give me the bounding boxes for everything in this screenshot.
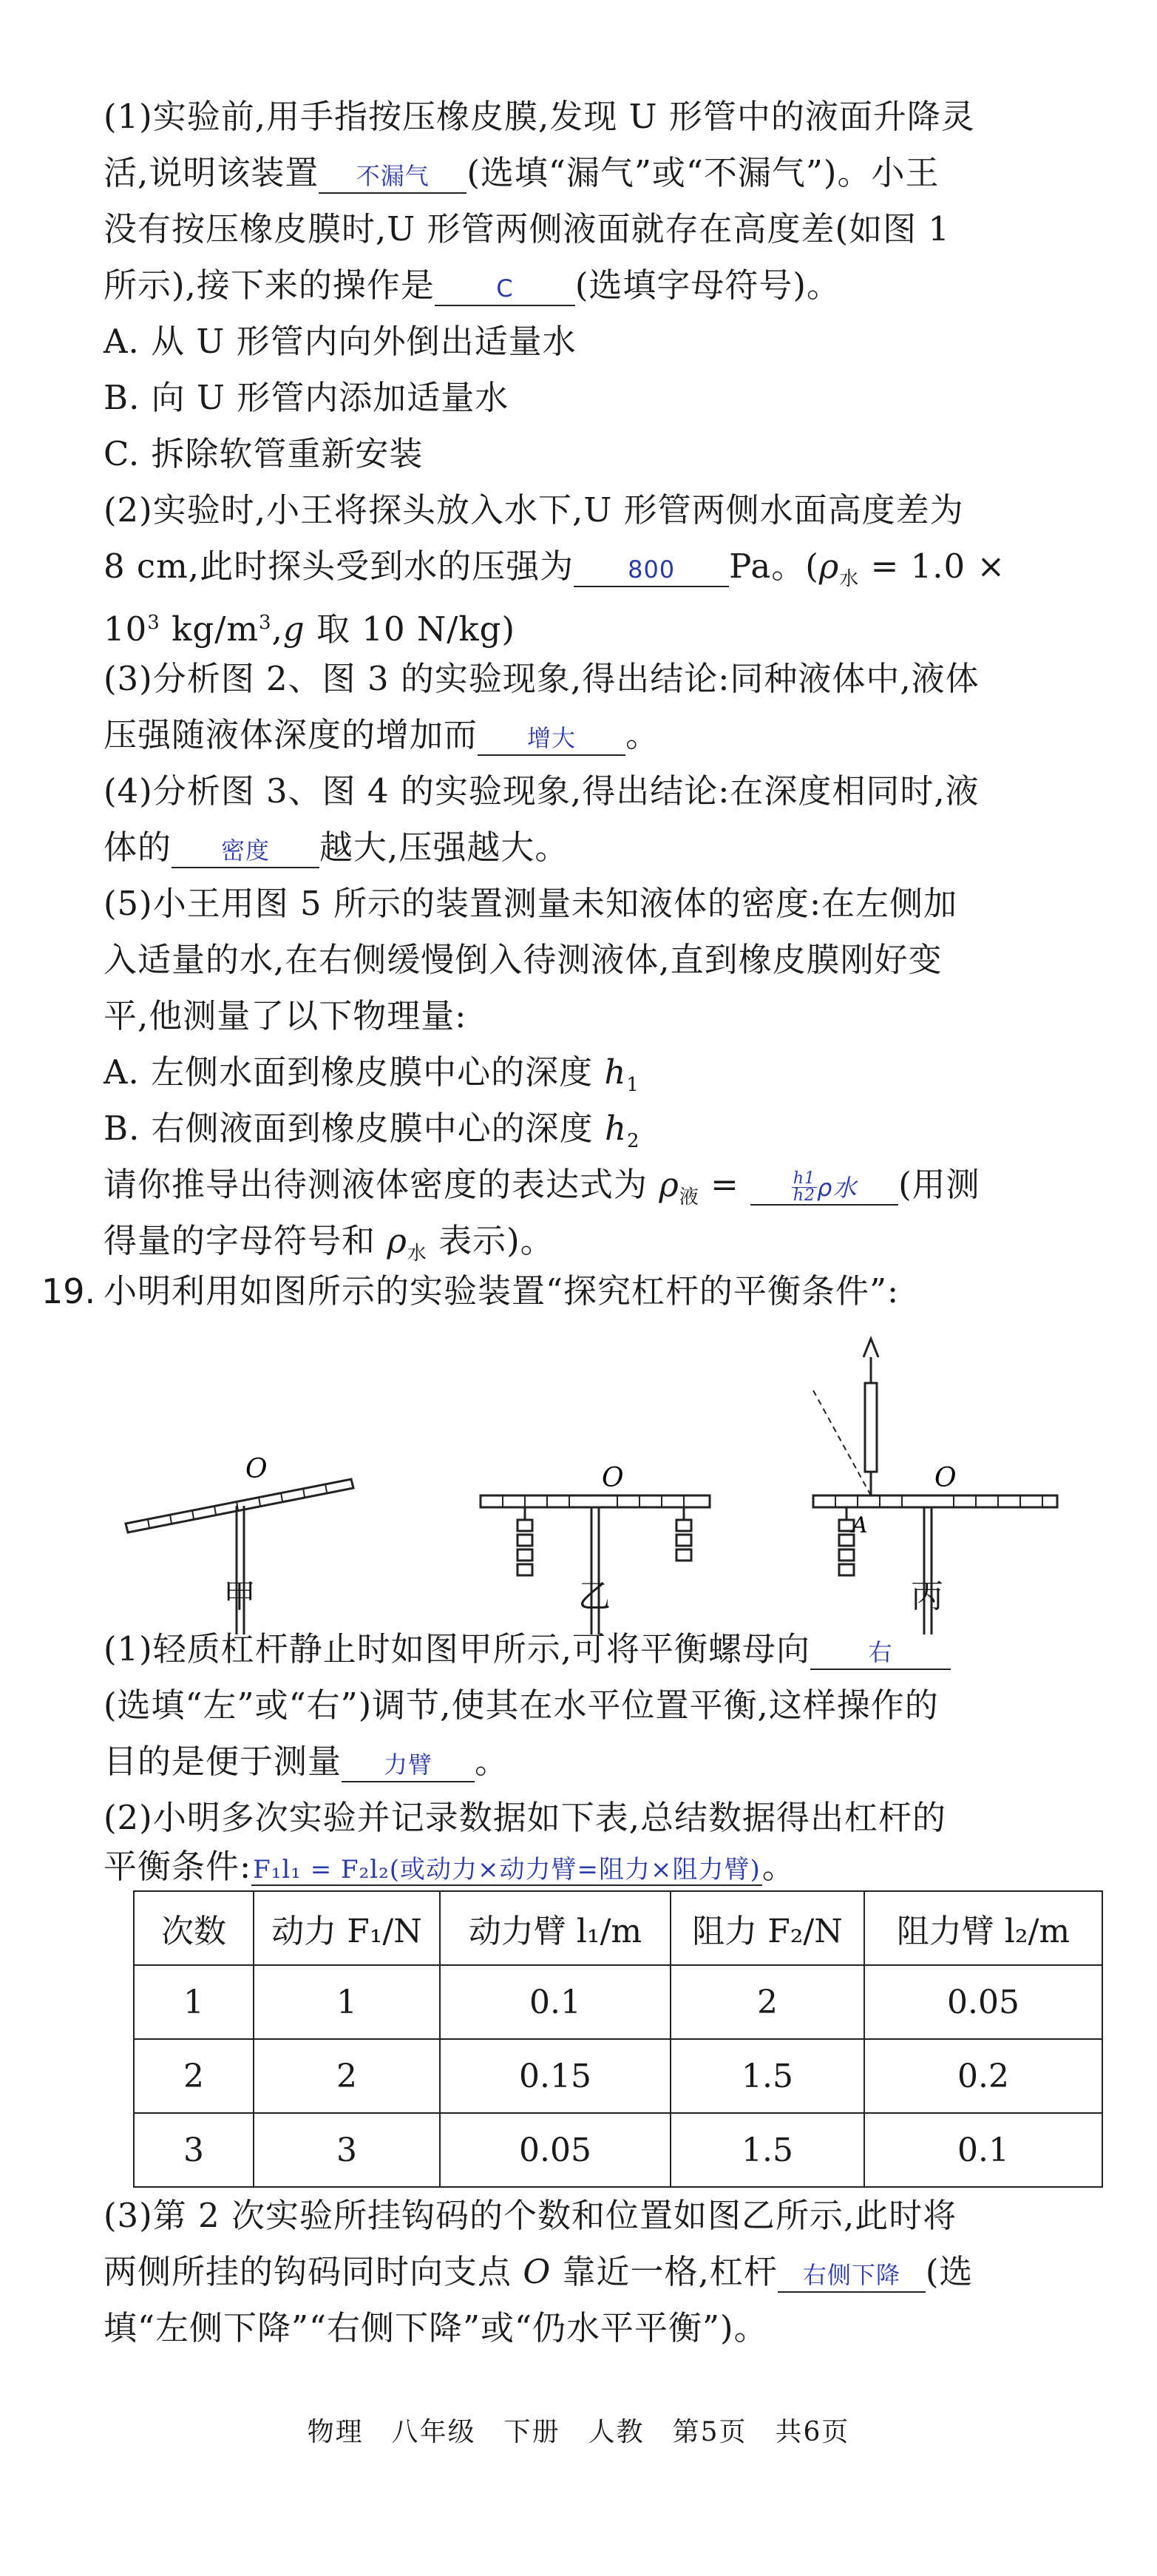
q18-p2-line2: 8 cm,此时探头受到水的压强为 800 Pa。($\rho_水 = 1.0$ × [104,547,1006,590]
table-row [134,2039,1102,2113]
q18-p2-line1: (2)实验时,小王将探头放入水下,U 形管两侧水面高度差为 [104,490,964,530]
figure-label-yi: 乙 [578,1578,611,1615]
table-cell: 2 [254,2039,440,2113]
table-cell: 0.05 [440,2113,671,2187]
q19-p1-line2: (选填“左”或“右”)调节,使其在水平位置平衡,这样操作的 [104,1686,939,1725]
q19-stem: 小明利用如图所示的实验装置“探究杠杆的平衡条件”: [104,1271,900,1311]
column-header: 次数 [134,1891,254,1965]
q19-p2-line1: (2)小明多次实验并记录数据如下表,总结数据得出杠杆的 [104,1798,947,1837]
table-cell: 0.15 [440,2039,671,2113]
pivot-label-jia: O [245,1454,268,1484]
q19-p3-line3: 填“左侧下降”“右侧下降”或“仍水平平衡”)。 [104,2308,768,2347]
answer-blank[interactable]: F₁l₁ = F₂l₂(或动力×动力臂=阻力×阻力臂) [253,1855,761,1884]
figure-label-bing: 丙 [911,1578,943,1615]
q18-p5-line1: (5)小王用图 5 所示的装置测量未知液体的密度:在左侧加 [104,884,958,923]
answer-blank[interactable]: 右侧下降 [778,2253,926,2293]
column-header: 动力臂 l₁/m [440,1891,671,1965]
answer-blank[interactable]: 力臂 [342,1742,475,1782]
q18-p1-line3: 没有按压橡皮膜时,U 形管两侧液面就存在高度差(如图 1 [104,209,951,249]
q19-p2-line2: 平衡条件:F₁l₁ = F₂l₂(或动力×动力臂=阻力×阻力臂)。 [104,1847,796,1886]
data-table [133,1890,1103,2188]
fraction-answer: $\frac{h1}{h2}$ [793,1169,816,1205]
q18-p2-line3: $10^3$ $kg/m^3,g$ 取 10 N/kg) [104,609,516,649]
q18-p5-line3: 平,他测量了以下物理量: [104,996,467,1035]
page-footer: 物理 八年级 下册 人教 第5页 共6页 [307,2417,850,2447]
table-cell: 0.1 [440,1965,671,2039]
table-cell: 3 [134,2113,254,2187]
answer-blank[interactable]: 右 [810,1630,951,1670]
q18-p1-line4: 所示),接下来的操作是 C (选填字母符号)。 [104,266,841,305]
q18-option-b: B. 向 U 形管内添加适量水 [104,378,509,417]
answer-blank[interactable]: $\frac{h1}{h2}$ ρ水 [750,1166,898,1206]
answer-blank[interactable]: 不漏气 [319,154,466,194]
q18-p1-line1: (1)实验前,用手指按压橡皮膜,发现 U 形管中的液面升降灵 [104,97,975,136]
column-header: 阻力臂 l₂/m [864,1891,1102,1965]
q18-option-c: C. 拆除软管重新安装 [104,434,424,473]
q18-p5-option-a: A. 左侧水面到橡皮膜中心的深度 $h_1$ [104,1052,639,1096]
table-cell: 1 [134,1965,254,2039]
q18-p4-line2: 体的 密度 越大,压强越大。 [104,828,569,867]
answer-blank[interactable]: 密度 [172,828,319,868]
q18-p4-line1: (4)分析图 3、图 4 的实验现象,得出结论:在深度相同时,液 [104,771,980,811]
q19-p1-line1: (1)轻质杠杆静止时如图甲所示,可将平衡螺母向 右 [104,1627,951,1671]
q18-p5-line6: 请你推导出待测液体密度的表达式为 $\rho_液$ = $\frac{h1}{h2}$ ρ水 (用测 [104,1165,980,1208]
q19-p1-line3: 目的是便于测量 力臂 。 [104,1742,509,1781]
q19-p3-line2: 两侧所挂的钩码同时向支点 O 靠近一格,杠杆 右侧下降 (选 [104,2252,974,2291]
q18-p5-line2: 入适量的水,在右侧缓慢倒入待测液体,直到橡皮膜刚好变 [104,940,943,979]
column-header: 动力 F₁/N [254,1891,440,1965]
q18-p5-option-b: B. 右侧液面到橡皮膜中心的深度 $h_2$ [104,1109,640,1152]
table-row [134,1965,1102,2039]
answer-blank[interactable]: 增大 [478,716,625,756]
question-number: 19. [41,1271,96,1311]
table-cell: 1.5 [671,2039,864,2113]
q18-p3-line2: 压强随液体深度的增加而 增大 。 [104,715,660,754]
q18-p1-line2: 活,说明该装置 不漏气 (选填“漏气”或“不漏气”)。小王 [104,153,940,192]
table-header-row [134,1891,1102,1965]
pivot-label-yi: O [602,1463,624,1493]
q18-p5-line7: 得量的字母符号和 $\rho_水$ 表示)。 [104,1221,554,1265]
table-row [134,2113,1102,2187]
q19-p3-line1: (3)第 2 次实验所挂钩码的个数和位置如图乙所示,此时将 [104,2196,957,2235]
table-cell: 2 [671,1965,864,2039]
table-cell: 1.5 [671,2113,864,2187]
table-cell: 3 [254,2113,440,2187]
q18-option-a: A. 从 U 形管内向外倒出适量水 [104,322,577,361]
pivot-label-bing: O [934,1463,957,1493]
table-cell: 0.05 [864,1965,1102,2039]
point-a-label: A [852,1512,868,1538]
table-cell: 0.1 [864,2113,1102,2187]
q18-p3-line1: (3)分析图 2、图 3 的实验现象,得出结论:同种液体中,液体 [104,659,980,698]
figure-label-jia: 甲 [223,1578,256,1615]
answer-blank[interactable]: 800 [574,547,729,587]
table-cell: 0.2 [864,2039,1102,2113]
answer-blank[interactable]: C [435,266,575,306]
column-header: 阻力 F₂/N [671,1891,864,1965]
table-cell: 1 [254,1965,440,2039]
table-cell: 2 [134,2039,254,2113]
